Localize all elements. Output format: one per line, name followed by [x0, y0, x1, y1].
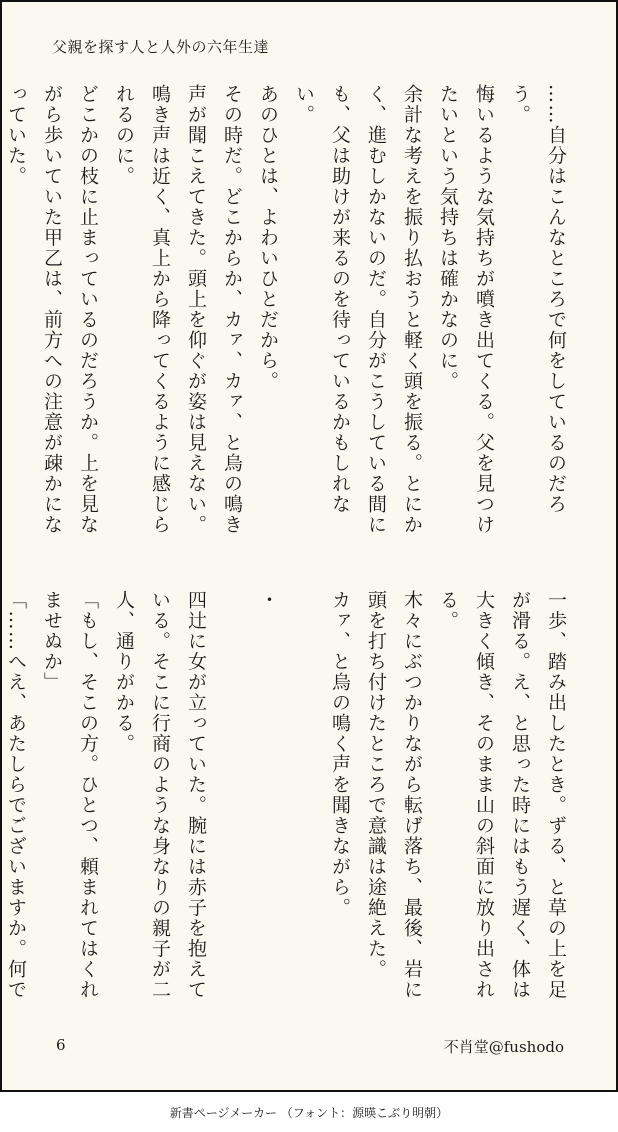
- paragraph: 木々にぶつかりながら転げ落ち、最後、岩に頭を打ち付けたところで意識は途絶えた。: [365, 590, 423, 1000]
- page-number: 6: [56, 1036, 66, 1054]
- upper-text-block: [5, 84, 574, 554]
- blank-line: [214, 590, 250, 1010]
- paragraph: 「……へえ、あたしらでございますか。何で: [5, 590, 27, 1000]
- paragraph: 「もし、そこの方。ひとつ、頼まれてはくれませぬか」: [41, 590, 99, 1000]
- paragraph: 一歩、踏み出したとき。ずる、と草の上を足が滑る。え、と思った時にはもう遅く、体は大きく傾き、そのまま山の斜面に放り出される。: [437, 590, 567, 1000]
- page-header-title: 父親を探す人と人外の六年生達: [52, 38, 270, 56]
- paragraph: ……自分はこんなところで何をしているのだろう。: [509, 84, 567, 515]
- author-credit: 不肖堂@fushodo: [443, 1038, 564, 1056]
- paragraph: 余計な考えを振り払おうと軽く頭を振る。とにかく、進むしかないのだ。自分がこうしている間にも、父は助けが来るのを待っているかもしれない。: [293, 84, 423, 535]
- paragraph: どこかの枝に止まっているのだろうか。上を見ながら歩いていた甲乙は、前方への注意が疎かになっていた。: [5, 84, 99, 535]
- lower-text-block: [5, 590, 574, 1010]
- paragraph: 悔いるような気持ちが噴き出てくる。父を見つけたいという気持ちは確かなのに。: [437, 84, 495, 535]
- blank-line: [286, 590, 322, 1010]
- scene-break-dot: ・: [257, 590, 279, 611]
- paragraph: 四辻に女が立っていた。腕には赤子を抱えている。そこに行商のような身なりの親子が二人、通りがかる。: [113, 590, 207, 1000]
- paragraph: カァ、と烏の鳴く声を聞きながら。: [329, 590, 351, 918]
- paragraph: あのひとは、よわいひとだから。: [257, 84, 279, 392]
- generator-caption: 新書ページメーカー （フォント：源暎こぶり明朝）: [169, 1106, 449, 1120]
- paragraph: その時だ。どこからか、カァ、カァ、と烏の鳴き声が聞こえてきた。頭上を仰ぐが姿は見えない。鳴き声は近く、真上から降ってくるように感じられるのに。: [113, 84, 243, 535]
